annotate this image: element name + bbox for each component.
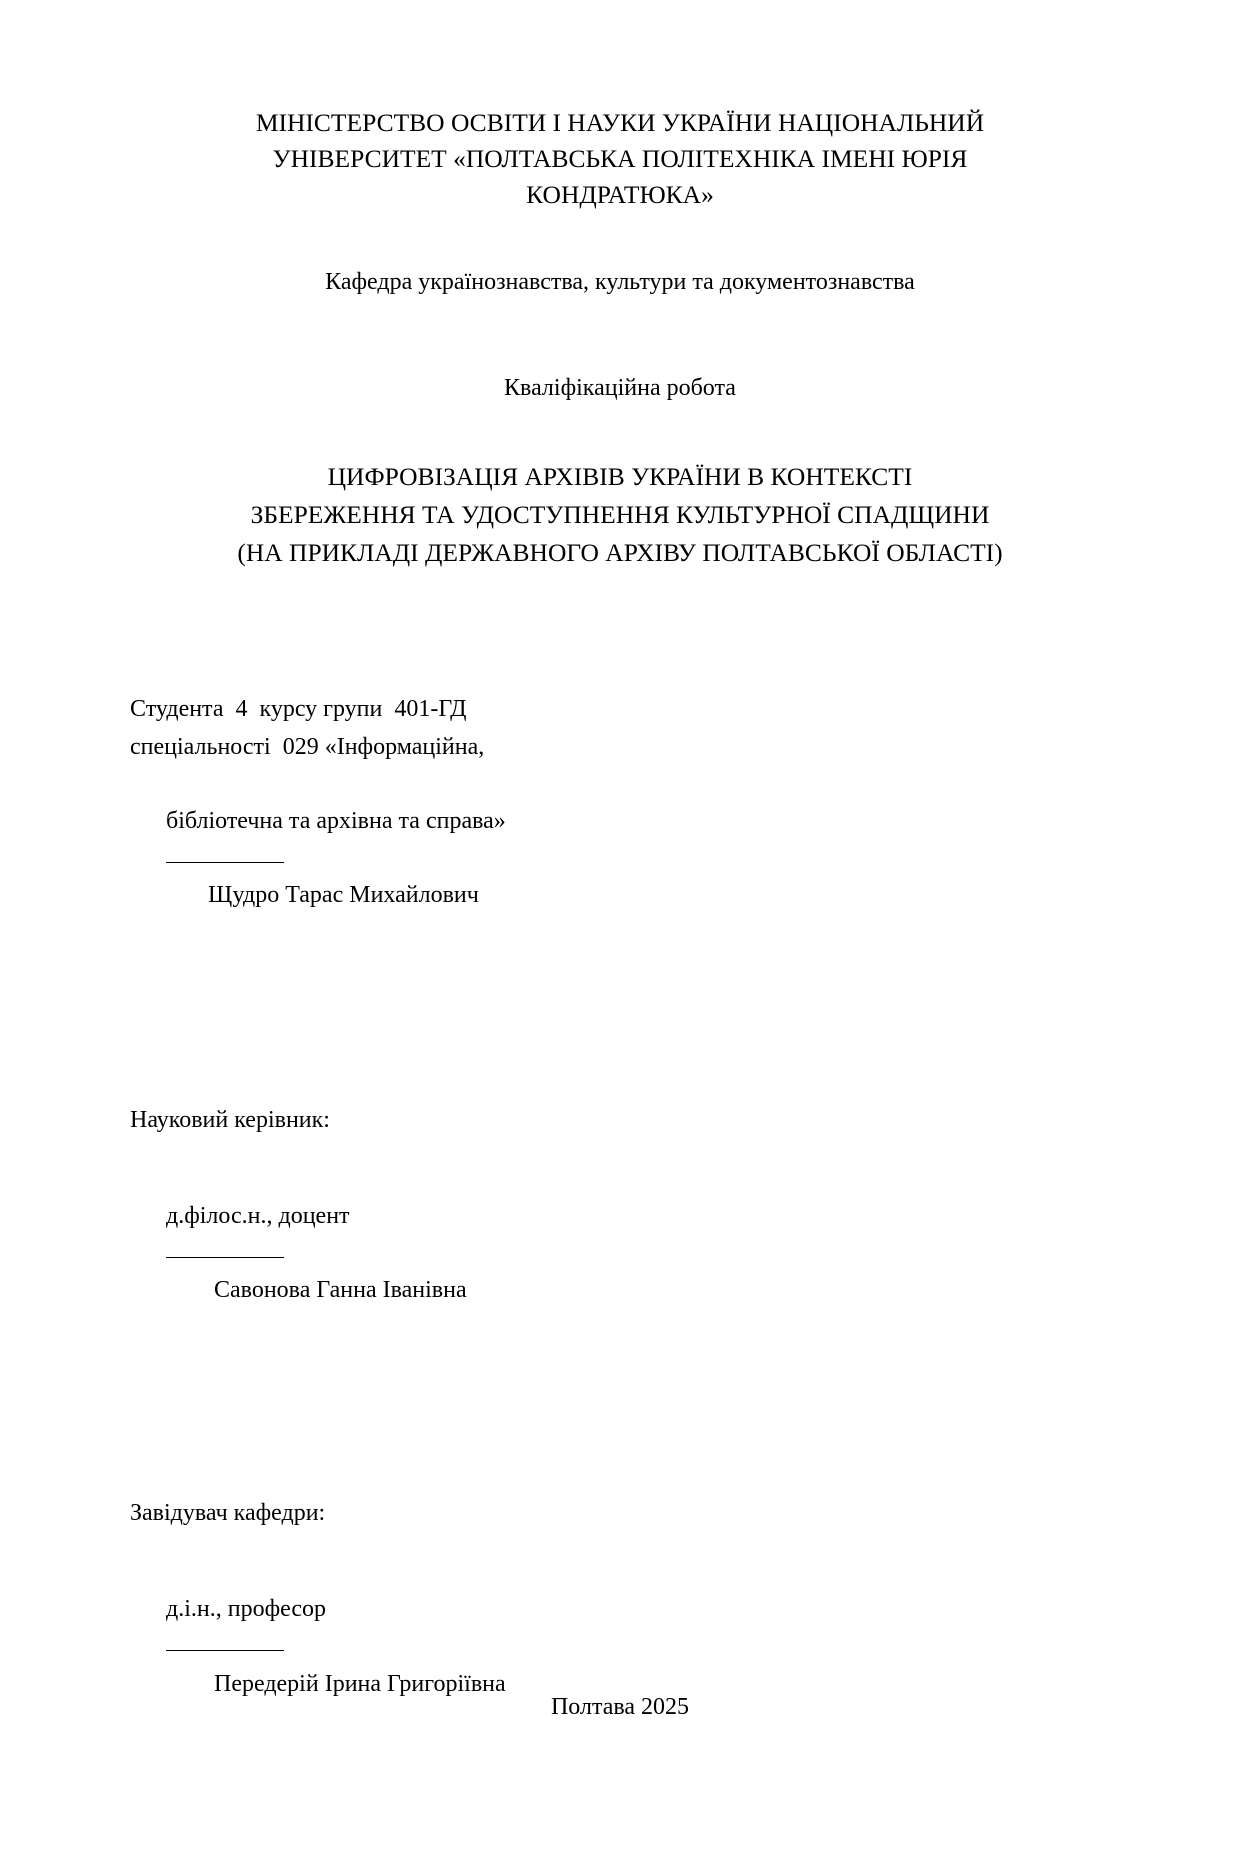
supervisor-signature-line [166, 1257, 284, 1258]
institution-line-1: МІНІСТЕРСТВО ОСВІТИ І НАУКИ УКРАЇНИ НАЦІОНАЛЬНИЙ [255, 108, 985, 137]
student-specialty-text: бібліотечна та архівна та справа» [166, 807, 506, 834]
institution-line-3: КОНДРАТЮКА» [526, 180, 714, 210]
thesis-title-line-1: ЦИФРОВІЗАЦІЯ АРХІВІВ УКРАЇНИ В КОНТЕКСТІ [327, 462, 913, 492]
student-specialty-line-2 [130, 766, 1240, 952]
student-specialty-line-1: спеціальності 029 «Інформаційна, [130, 733, 485, 760]
supervisor-info [0, 1102, 1240, 1347]
institution-header [0, 105, 1240, 214]
head-signature-line [166, 1650, 284, 1651]
city-year: Полтава 2025 [550, 1694, 690, 1720]
supervisor-name: Савонова Ганна Іванівна [214, 1277, 467, 1304]
department-name: Кафедра українознавства, культури та документознавства [325, 268, 915, 295]
head-degree: д.і.н., професор [166, 1596, 327, 1623]
thesis-title-line-2: ЗБЕРЕЖЕННЯ ТА УДОСТУПНЕННЯ КУЛЬТУРНОЇ СПАДЩИНИ [250, 499, 990, 529]
thesis-title [0, 458, 1240, 571]
head-role-label: Завідувач кафедри: [130, 1499, 326, 1526]
supervisor-degree: д.філос.н., доцент [166, 1203, 350, 1230]
head-name: Передерій Ірина Григоріївна [214, 1670, 506, 1697]
institution-line-2: УНІВЕРСИТЕТ «ПОЛТАВСЬКА ПОЛІТЕХНІКА ІМЕНІ ЮРІЯ [272, 144, 968, 174]
student-name: Щудро Тарас Михайлович [208, 882, 479, 909]
student-course-group: Студента 4 курсу групи 401-ГД [130, 696, 467, 723]
supervisor-role-label: Науковий керівник: [130, 1106, 330, 1133]
student-signature-line [166, 862, 284, 863]
work-type-label: Кваліфікаційна робота [504, 375, 736, 402]
student-info [0, 691, 1240, 951]
title-page [0, 105, 1240, 1859]
thesis-title-line-3: (НА ПРИКЛАДІ ДЕРЖАВНОГО АРХІВУ ПОЛТАВСЬКОЇ ОБЛАСТІ) [237, 537, 1003, 567]
supervisor-row [130, 1161, 1240, 1347]
